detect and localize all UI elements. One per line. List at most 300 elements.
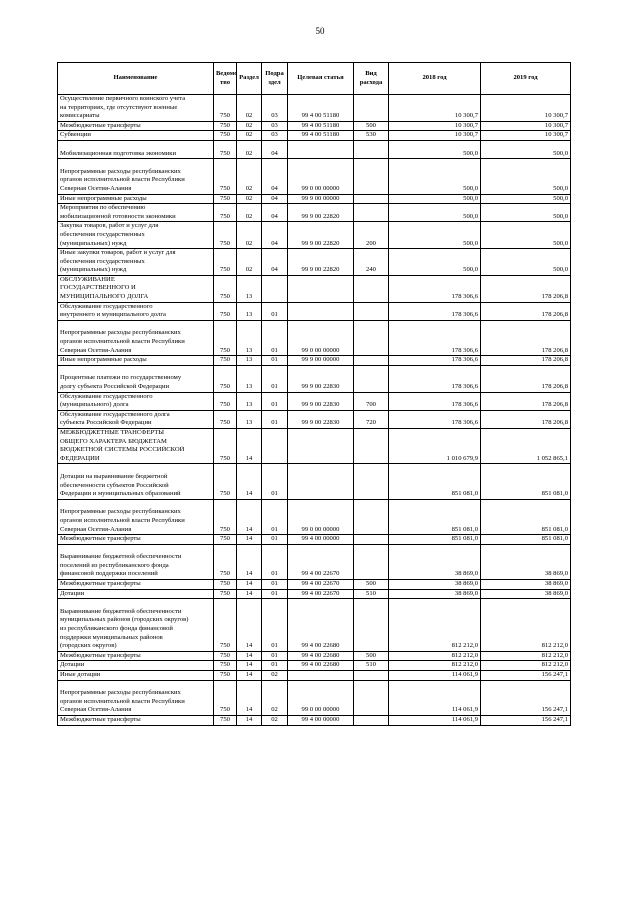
row-name-line: Обслуживание государственного долга — [60, 410, 170, 418]
row-razdel: 14 — [237, 589, 262, 599]
row-vid: 500 — [354, 121, 389, 131]
row-2019: 38 869,0 — [481, 580, 571, 590]
table-row — [58, 499, 571, 534]
row-name — [58, 661, 214, 671]
row-name — [58, 140, 214, 158]
row-name — [58, 410, 214, 428]
row-2018: 38 869,0 — [389, 589, 481, 599]
row-2019: 156 247,1 — [481, 671, 571, 681]
row-2018: 114 061,9 — [389, 715, 481, 725]
row-vid — [354, 464, 389, 499]
row-podrazdel: 04 — [262, 204, 288, 222]
row-razdel: 14 — [237, 499, 262, 534]
row-name-line: Северная Осетия-Алания — [60, 525, 132, 533]
row-vid — [354, 159, 389, 194]
row-target — [288, 671, 354, 681]
row-razdel: 02 — [237, 194, 262, 204]
row-target — [288, 140, 354, 158]
row-podrazdel: 03 — [262, 131, 288, 141]
row-2018: 500,0 — [389, 140, 481, 158]
row-2019: 10 300,7 — [481, 95, 571, 122]
table-row — [58, 661, 571, 671]
row-podrazdel: 04 — [262, 140, 288, 158]
row-razdel: 13 — [237, 275, 262, 302]
row-2018: 500,0 — [389, 204, 481, 222]
row-podrazdel: 01 — [262, 464, 288, 499]
row-name-line: (городских округов) — [60, 642, 117, 650]
row-name-line: (муниципального) долга — [60, 401, 129, 409]
row-name-line — [60, 141, 211, 150]
row-2018: 10 300,7 — [389, 95, 481, 122]
row-target: 99 4 00 00000 — [288, 715, 354, 725]
row-name-line: органов исполнительной власти Республики — [60, 697, 185, 705]
row-name-line — [60, 500, 211, 509]
row-vid — [354, 428, 389, 463]
row-vid — [354, 140, 389, 158]
row-2018: 38 869,0 — [389, 580, 481, 590]
row-podrazdel: 01 — [262, 661, 288, 671]
row-2018: 178 306,6 — [389, 392, 481, 410]
row-vid — [354, 671, 389, 681]
row-2018: 500,0 — [389, 159, 481, 194]
table-row — [58, 464, 571, 499]
row-vedomstvo: 750 — [214, 589, 237, 599]
row-vid: 530 — [354, 131, 389, 141]
row-2018: 500,0 — [389, 222, 481, 249]
row-vid: 510 — [354, 661, 389, 671]
row-name — [58, 428, 214, 463]
row-razdel: 14 — [237, 580, 262, 590]
table-row — [58, 95, 571, 122]
row-name-line: Межбюджетные трансферты — [60, 535, 141, 543]
row-vedomstvo: 750 — [214, 222, 237, 249]
row-razdel: 02 — [237, 222, 262, 249]
table-row — [58, 392, 571, 410]
row-podrazdel: 02 — [262, 680, 288, 715]
table-row — [58, 671, 571, 681]
row-2019: 38 869,0 — [481, 544, 571, 579]
row-2018: 178 306,6 — [389, 320, 481, 355]
row-razdel: 14 — [237, 535, 262, 545]
row-razdel: 02 — [237, 121, 262, 131]
header-row — [58, 63, 571, 95]
table-row — [58, 275, 571, 302]
row-name — [58, 222, 214, 249]
row-name-line: Иные закупки товаров, работ и услуг для — [60, 249, 176, 257]
row-name — [58, 589, 214, 599]
row-name — [58, 95, 214, 122]
row-target — [288, 428, 354, 463]
row-vid — [354, 535, 389, 545]
row-target: 99 4 00 22680 — [288, 661, 354, 671]
row-name-line: Обслуживание государственного — [60, 392, 153, 400]
table-row — [58, 131, 571, 141]
row-2018: 851 081,0 — [389, 464, 481, 499]
row-razdel: 13 — [237, 320, 262, 355]
row-vedomstvo: 750 — [214, 131, 237, 141]
row-vid: 240 — [354, 249, 389, 276]
row-target: 99 0 00 00000 — [288, 499, 354, 534]
row-name-line: МЕЖБЮДЖЕТНЫЕ ТРАНСФЕРТЫ — [60, 428, 165, 436]
row-name-line: (муниципальных) нужд — [60, 239, 127, 247]
row-2018: 10 300,7 — [389, 131, 481, 141]
row-2019: 178 206,8 — [481, 365, 571, 392]
row-vid: 720 — [354, 410, 389, 428]
row-name-line: Закупка товаров, работ и услуг для — [60, 222, 159, 230]
row-target: 99 9 00 22830 — [288, 410, 354, 428]
row-vid — [354, 95, 389, 122]
row-name — [58, 320, 214, 355]
header-vedomstvo-line2: тво — [219, 78, 231, 86]
row-podrazdel: 04 — [262, 159, 288, 194]
row-name-line — [60, 159, 211, 168]
row-razdel: 02 — [237, 95, 262, 122]
row-name-line: Северная Осетия-Алания — [60, 184, 132, 192]
row-2019: 38 869,0 — [481, 589, 571, 599]
row-vedomstvo: 750 — [214, 464, 237, 499]
row-2019: 10 300,7 — [481, 131, 571, 141]
row-name-line: Северная Осетия-Алания — [60, 346, 132, 354]
row-name-line: Осуществление первичного воинского учета — [60, 95, 186, 102]
row-name — [58, 204, 214, 222]
row-name — [58, 131, 214, 141]
row-vedomstvo: 750 — [214, 95, 237, 122]
row-2019: 178 206,8 — [481, 320, 571, 355]
row-name-line: финансовой поддержки поселений — [60, 570, 158, 578]
header-name: Наименование — [58, 63, 214, 95]
row-target: 99 0 00 00000 — [288, 320, 354, 355]
row-2018: 178 306,6 — [389, 365, 481, 392]
row-podrazdel: 01 — [262, 410, 288, 428]
row-razdel: 02 — [237, 204, 262, 222]
row-2019: 156 247,1 — [481, 680, 571, 715]
row-2019: 500,0 — [481, 249, 571, 276]
row-target: 99 4 00 51180 — [288, 95, 354, 122]
row-2019: 178 206,8 — [481, 392, 571, 410]
row-name-line: Дотации на выравнивание бюджетной — [60, 472, 168, 480]
row-2019: 500,0 — [481, 140, 571, 158]
row-2018: 812 212,0 — [389, 661, 481, 671]
row-vid — [354, 544, 389, 579]
row-2019: 500,0 — [481, 194, 571, 204]
budget-table — [57, 62, 571, 726]
row-2018: 500,0 — [389, 194, 481, 204]
row-vedomstvo: 750 — [214, 121, 237, 131]
row-2019: 10 300,7 — [481, 121, 571, 131]
table-row — [58, 599, 571, 652]
row-target: 99 9 00 22830 — [288, 365, 354, 392]
row-vid — [354, 715, 389, 725]
row-razdel: 13 — [237, 302, 262, 320]
row-name-line: Межбюджетные трансферты — [60, 651, 141, 659]
row-2019: 500,0 — [481, 204, 571, 222]
row-podrazdel: 01 — [262, 535, 288, 545]
row-name-line: внутреннего и муниципального долга — [60, 311, 166, 319]
table-row — [58, 302, 571, 320]
row-name — [58, 535, 214, 545]
row-vid — [354, 365, 389, 392]
header-podrazdel-line1: Подра — [265, 70, 284, 77]
row-name — [58, 365, 214, 392]
row-razdel: 13 — [237, 365, 262, 392]
table-row — [58, 222, 571, 249]
row-name-line: на территориях, где отсутствуют военные — [60, 103, 178, 111]
row-name-line: БЮДЖЕТНОЙ СИСТЕМЫ РОССИЙСКОЙ — [60, 446, 185, 454]
row-podrazdel: 04 — [262, 249, 288, 276]
row-razdel: 13 — [237, 356, 262, 366]
row-name — [58, 275, 214, 302]
row-vid: 700 — [354, 392, 389, 410]
row-vid — [354, 194, 389, 204]
row-vid: 500 — [354, 651, 389, 661]
row-2018: 10 300,7 — [389, 121, 481, 131]
row-vid: 510 — [354, 589, 389, 599]
row-name-line: Межбюджетные трансферты — [60, 715, 141, 723]
row-name — [58, 599, 214, 652]
table-row — [58, 356, 571, 366]
row-razdel: 14 — [237, 661, 262, 671]
header-podrazdel-line2: здел — [268, 78, 281, 86]
row-name — [58, 392, 214, 410]
row-2019: 178 206,8 — [481, 356, 571, 366]
row-name-line: Обслуживание государственного — [60, 302, 153, 310]
row-name — [58, 715, 214, 725]
row-name-line — [60, 545, 211, 554]
row-razdel: 14 — [237, 651, 262, 661]
row-podrazdel — [262, 428, 288, 463]
row-target: 99 4 00 22670 — [288, 580, 354, 590]
row-name-line — [60, 321, 211, 330]
row-2018: 851 081,0 — [389, 499, 481, 534]
row-name-line: обеспечения государственных — [60, 230, 145, 238]
row-name — [58, 249, 214, 276]
row-name — [58, 464, 214, 499]
row-vid: 200 — [354, 222, 389, 249]
row-podrazdel: 01 — [262, 499, 288, 534]
row-podrazdel: 02 — [262, 671, 288, 681]
row-razdel: 14 — [237, 599, 262, 652]
row-vedomstvo: 750 — [214, 535, 237, 545]
row-2018: 500,0 — [389, 249, 481, 276]
row-razdel: 13 — [237, 392, 262, 410]
row-razdel: 02 — [237, 249, 262, 276]
table-row — [58, 320, 571, 355]
table-row — [58, 204, 571, 222]
row-vid — [354, 356, 389, 366]
table-row — [58, 249, 571, 276]
row-target — [288, 464, 354, 499]
row-razdel: 02 — [237, 140, 262, 158]
row-vedomstvo: 750 — [214, 428, 237, 463]
row-target — [288, 302, 354, 320]
row-name-line: Межбюджетные трансферты — [60, 580, 141, 588]
row-podrazdel: 03 — [262, 121, 288, 131]
header-podrazdel — [262, 63, 288, 95]
row-name-line: Иные непрограммные расходы — [60, 194, 147, 202]
row-name-line: ФЕДЕРАЦИИ — [60, 454, 100, 462]
row-target: 99 9 00 22820 — [288, 222, 354, 249]
row-razdel: 14 — [237, 715, 262, 725]
row-name-line: обеспечения государственных — [60, 257, 145, 265]
row-name — [58, 671, 214, 681]
row-name-line: Непрограммные расходы республиканских — [60, 689, 181, 697]
row-name-line: Мероприятия по обеспечению — [60, 204, 146, 212]
row-podrazdel — [262, 275, 288, 302]
row-vedomstvo: 750 — [214, 140, 237, 158]
row-podrazdel: 01 — [262, 320, 288, 355]
row-podrazdel: 03 — [262, 95, 288, 122]
row-name-line: ОБСЛУЖИВАНИЕ — [60, 275, 115, 283]
row-target: 99 0 00 00000 — [288, 680, 354, 715]
row-vedomstvo: 750 — [214, 410, 237, 428]
row-vedomstvo: 750 — [214, 194, 237, 204]
table-header — [58, 63, 571, 95]
row-name-line: Выравнивание бюджетной обеспеченности — [60, 607, 182, 615]
row-name-line: муниципальных районов (городских округов) — [60, 616, 189, 624]
row-name — [58, 580, 214, 590]
row-name-line — [60, 599, 211, 608]
header-vedomstvo-line1: Ведомс — [216, 70, 238, 77]
row-vedomstvo: 750 — [214, 320, 237, 355]
table-row — [58, 365, 571, 392]
row-vid: 500 — [354, 580, 389, 590]
row-vedomstvo: 750 — [214, 275, 237, 302]
page-number: 50 — [315, 26, 325, 36]
row-name-line: МУНИЦИПАЛЬНОГО ДОЛГА — [60, 293, 149, 301]
row-name — [58, 651, 214, 661]
table-row — [58, 715, 571, 725]
row-name-line — [60, 366, 211, 375]
row-name-line: Непрограммные расходы республиканских — [60, 329, 181, 337]
row-2019: 500,0 — [481, 159, 571, 194]
row-name-line: поселений из республиканского фонда — [60, 561, 169, 569]
row-razdel: 14 — [237, 544, 262, 579]
row-2019: 178 206,8 — [481, 410, 571, 428]
row-podrazdel: 01 — [262, 580, 288, 590]
row-2018: 178 306,6 — [389, 275, 481, 302]
row-2019: 500,0 — [481, 222, 571, 249]
row-2018: 114 061,9 — [389, 680, 481, 715]
row-vedomstvo: 750 — [214, 159, 237, 194]
row-podrazdel: 01 — [262, 651, 288, 661]
row-target: 99 9 00 22830 — [288, 392, 354, 410]
row-target: 99 4 00 22670 — [288, 544, 354, 579]
row-2018: 114 061,9 — [389, 671, 481, 681]
row-name-line: субъекта Российской Федерации — [60, 419, 152, 427]
header-vedomstvo — [214, 63, 237, 95]
table-row — [58, 580, 571, 590]
header-vid — [354, 63, 389, 95]
table-row — [58, 159, 571, 194]
row-2019: 851 081,0 — [481, 464, 571, 499]
row-podrazdel: 01 — [262, 392, 288, 410]
table-row — [58, 535, 571, 545]
row-target — [288, 275, 354, 302]
row-razdel: 14 — [237, 464, 262, 499]
row-2018: 851 081,0 — [389, 535, 481, 545]
row-name-line: Непрограммные расходы республиканских — [60, 508, 181, 516]
row-name — [58, 356, 214, 366]
row-name-line: Дотации — [60, 661, 85, 669]
row-2018: 38 869,0 — [389, 544, 481, 579]
row-podrazdel: 01 — [262, 302, 288, 320]
row-vid — [354, 499, 389, 534]
row-vedomstvo: 750 — [214, 671, 237, 681]
row-2019: 178 206,8 — [481, 302, 571, 320]
row-target: 99 4 00 22670 — [288, 589, 354, 599]
row-podrazdel: 04 — [262, 194, 288, 204]
row-name-line: комиссариаты — [60, 112, 100, 120]
row-podrazdel: 04 — [262, 222, 288, 249]
row-target: 99 9 00 00000 — [288, 194, 354, 204]
row-name-line: Межбюджетные трансферты — [60, 121, 141, 129]
row-2019: 812 212,0 — [481, 661, 571, 671]
row-2018: 812 212,0 — [389, 651, 481, 661]
row-name-line: (муниципальных) нужд — [60, 266, 127, 274]
row-podrazdel: 01 — [262, 356, 288, 366]
row-razdel: 02 — [237, 159, 262, 194]
row-vid — [354, 275, 389, 302]
row-2018: 178 306,6 — [389, 356, 481, 366]
row-target: 99 0 00 00000 — [288, 159, 354, 194]
row-vedomstvo: 750 — [214, 499, 237, 534]
row-name-line: долгу субъекта Российской Федерации — [60, 383, 170, 390]
row-vedomstvo: 750 — [214, 680, 237, 715]
header-vid-line1: Вид — [365, 70, 377, 77]
row-name-line: Мобилизационная подготовка экономики — [60, 149, 177, 157]
row-name — [58, 544, 214, 579]
row-name-line: Иные непрограммные расходы — [60, 356, 147, 364]
table-row — [58, 589, 571, 599]
row-2019: 1 052 865,1 — [481, 428, 571, 463]
row-name-line — [60, 681, 211, 690]
row-target: 99 9 00 00000 — [288, 356, 354, 366]
row-name-line: ОБЩЕГО ХАРАКТЕРА БЮДЖЕТАМ — [60, 437, 167, 445]
row-vid — [354, 204, 389, 222]
row-razdel: 14 — [237, 428, 262, 463]
row-vedomstvo: 750 — [214, 544, 237, 579]
row-target: 99 4 00 00000 — [288, 535, 354, 545]
table-row — [58, 680, 571, 715]
row-target: 99 9 00 22820 — [288, 204, 354, 222]
row-name-line: Процентные платежи по государственному — [60, 374, 182, 382]
row-name-line — [60, 464, 211, 473]
header-razdel: Раздел — [237, 63, 262, 95]
row-razdel: 14 — [237, 671, 262, 681]
row-podrazdel: 01 — [262, 544, 288, 579]
row-vedomstvo: 750 — [214, 661, 237, 671]
row-name — [58, 121, 214, 131]
row-podrazdel: 01 — [262, 599, 288, 652]
table-row — [58, 410, 571, 428]
row-name-line: обеспеченности субъектов Российской — [60, 481, 169, 489]
row-name — [58, 680, 214, 715]
row-name-line: органов исполнительной власти Республики — [60, 338, 185, 346]
row-name-line: Выравнивание бюджетной обеспеченности — [60, 553, 182, 561]
row-name-line: из республиканского фонда финансовой — [60, 625, 173, 633]
row-name-line: Иные дотации — [60, 671, 101, 678]
row-vedomstvo: 750 — [214, 356, 237, 366]
row-target: 99 4 00 22680 — [288, 599, 354, 652]
row-podrazdel: 01 — [262, 589, 288, 599]
row-2018: 178 306,6 — [389, 410, 481, 428]
row-vedomstvo: 750 — [214, 302, 237, 320]
table-row — [58, 194, 571, 204]
row-name-line: Субвенции — [60, 131, 91, 139]
table-row — [58, 651, 571, 661]
table-row — [58, 428, 571, 463]
row-target: 99 4 00 22680 — [288, 651, 354, 661]
